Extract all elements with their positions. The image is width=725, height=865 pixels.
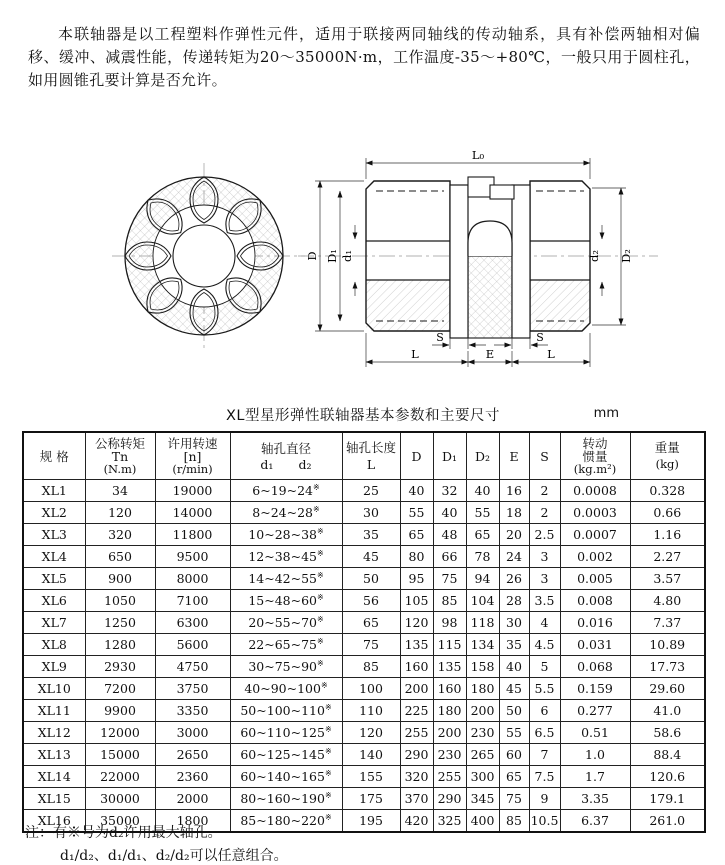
notes <box>25 822 685 865</box>
value-cell: 3350 <box>155 700 230 722</box>
table-row <box>23 656 705 678</box>
value-cell: 105 <box>400 590 433 612</box>
table-row <box>23 722 705 744</box>
value-cell: 0.66 <box>630 502 705 524</box>
value-cell: 12000 <box>85 722 155 744</box>
value-cell: 158 <box>466 656 499 678</box>
value-cell: 14000 <box>155 502 230 524</box>
value-cell: 1.0 <box>560 744 630 766</box>
front-view <box>112 163 305 349</box>
value-cell: 195 <box>342 810 400 833</box>
spec-cell: XL1 <box>23 480 85 502</box>
spec-cell: XL16 <box>23 810 85 833</box>
value-cell: 5600 <box>155 634 230 656</box>
value-cell: 10~28~38※ <box>230 524 342 546</box>
value-cell: 30 <box>342 502 400 524</box>
value-cell: 26 <box>499 568 529 590</box>
value-cell: 225 <box>400 700 433 722</box>
value-cell: 1.7 <box>560 766 630 788</box>
value-cell: 2.27 <box>630 546 705 568</box>
value-cell: 120 <box>400 612 433 634</box>
spec-cell: XL13 <box>23 744 85 766</box>
value-cell: 7 <box>529 744 560 766</box>
star-mark: ※ <box>316 592 324 602</box>
value-cell: 35 <box>499 634 529 656</box>
value-cell: 29.60 <box>630 678 705 700</box>
value-cell: 94 <box>466 568 499 590</box>
header-bore-d2: d₂ <box>298 456 312 472</box>
dim-label-L0: L₀ <box>471 148 485 162</box>
value-cell: 345 <box>466 788 499 810</box>
value-cell: 230 <box>466 722 499 744</box>
value-cell: 9900 <box>85 700 155 722</box>
value-cell: 45 <box>342 546 400 568</box>
value-cell: 11800 <box>155 524 230 546</box>
value-cell: 160 <box>400 656 433 678</box>
dim-label-L-left: L <box>411 347 419 361</box>
value-cell: 7200 <box>85 678 155 700</box>
header-D1: D₁ <box>433 432 466 480</box>
spec-cell: XL11 <box>23 700 85 722</box>
header-bore: 轴孔直径 d₁ d₂ <box>230 432 342 480</box>
value-cell: 3.5 <box>529 590 560 612</box>
dim-label-D2: D₂ <box>619 249 633 263</box>
star-mark: ※ <box>316 614 324 624</box>
value-cell: 34 <box>85 480 155 502</box>
value-cell: 45 <box>499 678 529 700</box>
header-spec: 规 格 <box>23 432 85 480</box>
value-cell: 3 <box>529 568 560 590</box>
section-view <box>298 148 658 367</box>
header-row <box>23 432 705 480</box>
star-mark: ※ <box>324 790 332 800</box>
value-cell: 134 <box>466 634 499 656</box>
value-cell: 65 <box>499 766 529 788</box>
value-cell: 290 <box>400 744 433 766</box>
value-cell: 370 <box>400 788 433 810</box>
parameters-table <box>22 431 706 833</box>
value-cell: 6.37 <box>560 810 630 833</box>
value-cell: 290 <box>433 788 466 810</box>
star-mark: ※ <box>313 504 320 514</box>
value-cell: 55 <box>499 722 529 744</box>
value-cell: 80~160~190※ <box>230 788 342 810</box>
value-cell: 12~38~45※ <box>230 546 342 568</box>
note-prefix: 注： <box>25 825 53 841</box>
value-cell: 88.4 <box>630 744 705 766</box>
value-cell: 60~140~165※ <box>230 766 342 788</box>
value-cell: 65 <box>342 612 400 634</box>
value-cell: 160 <box>433 678 466 700</box>
value-cell: 35 <box>342 524 400 546</box>
spec-cell: XL5 <box>23 568 85 590</box>
spec-cell: XL14 <box>23 766 85 788</box>
value-cell: 5 <box>529 656 560 678</box>
table-row <box>23 766 705 788</box>
value-cell: 60~125~145※ <box>230 744 342 766</box>
value-cell: 115 <box>433 634 466 656</box>
value-cell: 118 <box>466 612 499 634</box>
value-cell: 65 <box>466 524 499 546</box>
dim-label-D1: D₁ <box>325 249 339 263</box>
table-row <box>23 744 705 766</box>
spec-cell: XL2 <box>23 502 85 524</box>
value-cell: 30000 <box>85 788 155 810</box>
coupling-drawing <box>0 133 725 388</box>
value-cell: 0.016 <box>560 612 630 634</box>
value-cell: 180 <box>466 678 499 700</box>
value-cell: 135 <box>433 656 466 678</box>
value-cell: 230 <box>433 744 466 766</box>
value-cell: 7.37 <box>630 612 705 634</box>
value-cell: 0.002 <box>560 546 630 568</box>
spec-cell: XL7 <box>23 612 85 634</box>
value-cell: 8~24~28※ <box>230 502 342 524</box>
note-line2: d₁/d₂、d₁/d₁、d₂/d₂可以任意组合。 <box>60 848 288 864</box>
value-cell: 140 <box>342 744 400 766</box>
value-cell: 35000 <box>85 810 155 833</box>
spec-cell: XL4 <box>23 546 85 568</box>
star-mark: ※ <box>316 526 324 536</box>
value-cell: 56 <box>342 590 400 612</box>
value-cell: 4.80 <box>630 590 705 612</box>
star-mark: ※ <box>316 658 324 668</box>
header-speed: 许用转速 [n] (r/min) <box>155 432 230 480</box>
table-title: XL型星形弹性联轴器基本参数和主要尺寸 <box>225 408 500 424</box>
dim-label-d2: d₂ <box>587 250 601 262</box>
value-cell: 48 <box>433 524 466 546</box>
dim-label-D: D <box>305 251 319 261</box>
value-cell: 30 <box>499 612 529 634</box>
value-cell: 50 <box>499 700 529 722</box>
value-cell: 4.5 <box>529 634 560 656</box>
value-cell: 75 <box>342 634 400 656</box>
intro-paragraph: 本联轴器是以工程塑料作弹性元件，适用于联接两同轴线的传动轴系，具有补偿两轴相对偏移、缓冲、减震性能，传递转矩为20～35000N·m，工作温度-35～+80℃，一般只用于圆柱孔，如用圆锥孔要计算是否允许。 <box>28 25 700 89</box>
value-cell: 20 <box>499 524 529 546</box>
value-cell: 6.5 <box>529 722 560 744</box>
spec-cell: XL15 <box>23 788 85 810</box>
value-cell: 80 <box>400 546 433 568</box>
value-cell: 0.0007 <box>560 524 630 546</box>
value-cell: 2000 <box>155 788 230 810</box>
value-cell: 85~180~220※ <box>230 810 342 833</box>
value-cell: 40 <box>400 480 433 502</box>
header-E: E <box>499 432 529 480</box>
table-row <box>23 480 705 502</box>
value-cell: 32 <box>433 480 466 502</box>
star-mark: ※ <box>324 768 332 778</box>
value-cell: 3750 <box>155 678 230 700</box>
spec-cell: XL6 <box>23 590 85 612</box>
value-cell: 58.6 <box>630 722 705 744</box>
value-cell: 9500 <box>155 546 230 568</box>
value-cell: 2 <box>529 502 560 524</box>
value-cell: 255 <box>400 722 433 744</box>
value-cell: 9 <box>529 788 560 810</box>
value-cell: 40 <box>433 502 466 524</box>
value-cell: 0.51 <box>560 722 630 744</box>
value-cell: 200 <box>400 678 433 700</box>
value-cell: 104 <box>466 590 499 612</box>
value-cell: 265 <box>466 744 499 766</box>
value-cell: 10.89 <box>630 634 705 656</box>
value-cell: 0.008 <box>560 590 630 612</box>
header-D2: D₂ <box>466 432 499 480</box>
note-line1: 注：有※号为d₂许用最大轴孔。 <box>25 825 222 841</box>
value-cell: 75 <box>499 788 529 810</box>
value-cell: 0.0003 <box>560 502 630 524</box>
header-torque: 公称转矩 Tn (N.m) <box>85 432 155 480</box>
value-cell: 10.5 <box>529 810 560 833</box>
value-cell: 6~19~24※ <box>230 480 342 502</box>
value-cell: 16 <box>499 480 529 502</box>
value-cell: 30~75~90※ <box>230 656 342 678</box>
value-cell: 179.1 <box>630 788 705 810</box>
value-cell: 6300 <box>155 612 230 634</box>
value-cell: 95 <box>400 568 433 590</box>
value-cell: 19000 <box>155 480 230 502</box>
value-cell: 3.35 <box>560 788 630 810</box>
value-cell: 6 <box>529 700 560 722</box>
table-row <box>23 788 705 810</box>
dim-label-E: E <box>485 347 495 361</box>
value-cell: 261.0 <box>630 810 705 833</box>
value-cell: 7100 <box>155 590 230 612</box>
value-cell: 3000 <box>155 722 230 744</box>
dim-label-S-left: S <box>436 331 444 344</box>
header-weight: 重量 (kg) <box>630 432 705 480</box>
value-cell: 60 <box>499 744 529 766</box>
value-cell: 7.5 <box>529 766 560 788</box>
value-cell: 41.0 <box>630 700 705 722</box>
value-cell: 3.57 <box>630 568 705 590</box>
value-cell: 24 <box>499 546 529 568</box>
value-cell: 55 <box>466 502 499 524</box>
value-cell: 0.328 <box>630 480 705 502</box>
value-cell: 5.5 <box>529 678 560 700</box>
value-cell: 65 <box>400 524 433 546</box>
value-cell: 3 <box>529 546 560 568</box>
value-cell: 120.6 <box>630 766 705 788</box>
star-mark: ※ <box>316 636 324 646</box>
value-cell: 4 <box>529 612 560 634</box>
value-cell: 110 <box>342 700 400 722</box>
table-row <box>23 700 705 722</box>
table-row <box>23 524 705 546</box>
value-cell: 78 <box>466 546 499 568</box>
value-cell: 18 <box>499 502 529 524</box>
value-cell: 900 <box>85 568 155 590</box>
table-row <box>23 590 705 612</box>
value-cell: 2 <box>529 480 560 502</box>
table-body <box>23 480 705 833</box>
table-row <box>23 612 705 634</box>
value-cell: 1050 <box>85 590 155 612</box>
table-row <box>23 634 705 656</box>
star-mark: ※ <box>313 482 320 492</box>
coupling-drawing-svg <box>0 133 725 388</box>
value-cell: 0.068 <box>560 656 630 678</box>
star-mark: ※ <box>316 548 324 558</box>
value-cell: 420 <box>400 810 433 833</box>
value-cell: 4750 <box>155 656 230 678</box>
value-cell: 14~42~55※ <box>230 568 342 590</box>
value-cell: 2.5 <box>529 524 560 546</box>
value-cell: 135 <box>400 634 433 656</box>
value-cell: 255 <box>433 766 466 788</box>
value-cell: 180 <box>433 700 466 722</box>
value-cell: 60~110~125※ <box>230 722 342 744</box>
table-row <box>23 568 705 590</box>
value-cell: 1.16 <box>630 524 705 546</box>
value-cell: 17.73 <box>630 656 705 678</box>
value-cell: 650 <box>85 546 155 568</box>
table-row <box>23 502 705 524</box>
value-cell: 8000 <box>155 568 230 590</box>
value-cell: 320 <box>400 766 433 788</box>
star-mark: ※ <box>324 812 332 822</box>
spec-cell: XL8 <box>23 634 85 656</box>
value-cell: 85 <box>499 810 529 833</box>
value-cell: 98 <box>433 612 466 634</box>
table-unit: mm <box>593 406 619 421</box>
value-cell: 155 <box>342 766 400 788</box>
table-header <box>23 432 705 480</box>
value-cell: 0.159 <box>560 678 630 700</box>
value-cell: 40 <box>499 656 529 678</box>
star-mark: ※ <box>316 570 324 580</box>
header-length: 轴孔长度 L <box>342 432 400 480</box>
value-cell: 50 <box>342 568 400 590</box>
table-title-row <box>22 404 704 426</box>
value-cell: 28 <box>499 590 529 612</box>
value-cell: 0.0008 <box>560 480 630 502</box>
value-cell: 75 <box>433 568 466 590</box>
spec-cell: XL3 <box>23 524 85 546</box>
value-cell: 22000 <box>85 766 155 788</box>
dim-label-S-right: S <box>536 331 544 344</box>
value-cell: 15000 <box>85 744 155 766</box>
value-cell: 50~100~110※ <box>230 700 342 722</box>
value-cell: 66 <box>433 546 466 568</box>
header-D: D <box>400 432 433 480</box>
value-cell: 100 <box>342 678 400 700</box>
value-cell: 22~65~75※ <box>230 634 342 656</box>
star-mark: ※ <box>324 746 332 756</box>
spec-cell: XL10 <box>23 678 85 700</box>
value-cell: 300 <box>466 766 499 788</box>
value-cell: 2650 <box>155 744 230 766</box>
header-S: S <box>529 432 560 480</box>
value-cell: 25 <box>342 480 400 502</box>
value-cell: 2930 <box>85 656 155 678</box>
value-cell: 0.031 <box>560 634 630 656</box>
value-cell: 120 <box>85 502 155 524</box>
value-cell: 15~48~60※ <box>230 590 342 612</box>
header-inertia: 转动 惯量 (kg.m²) <box>560 432 630 480</box>
value-cell: 85 <box>342 656 400 678</box>
value-cell: 325 <box>433 810 466 833</box>
value-cell: 2360 <box>155 766 230 788</box>
value-cell: 40~90~100※ <box>230 678 342 700</box>
value-cell: 20~55~70※ <box>230 612 342 634</box>
value-cell: 175 <box>342 788 400 810</box>
value-cell: 0.005 <box>560 568 630 590</box>
header-bore-d1: d₁ <box>260 456 274 472</box>
star-mark: ※ <box>324 702 332 712</box>
value-cell: 0.277 <box>560 700 630 722</box>
value-cell: 1250 <box>85 612 155 634</box>
value-cell: 320 <box>85 524 155 546</box>
value-cell: 55 <box>400 502 433 524</box>
star-mark: ※ <box>324 724 332 734</box>
value-cell: 120 <box>342 722 400 744</box>
dim-label-d1: d₁ <box>340 250 354 262</box>
dim-label-L-right: L <box>547 347 555 361</box>
value-cell: 1800 <box>155 810 230 833</box>
spec-cell: XL9 <box>23 656 85 678</box>
table-row <box>23 546 705 568</box>
table-row <box>23 678 705 700</box>
value-cell: 200 <box>466 700 499 722</box>
value-cell: 1280 <box>85 634 155 656</box>
star-mark: ※ <box>320 680 328 690</box>
value-cell: 40 <box>466 480 499 502</box>
value-cell: 400 <box>466 810 499 833</box>
spec-cell: XL12 <box>23 722 85 744</box>
value-cell: 85 <box>433 590 466 612</box>
value-cell: 200 <box>433 722 466 744</box>
